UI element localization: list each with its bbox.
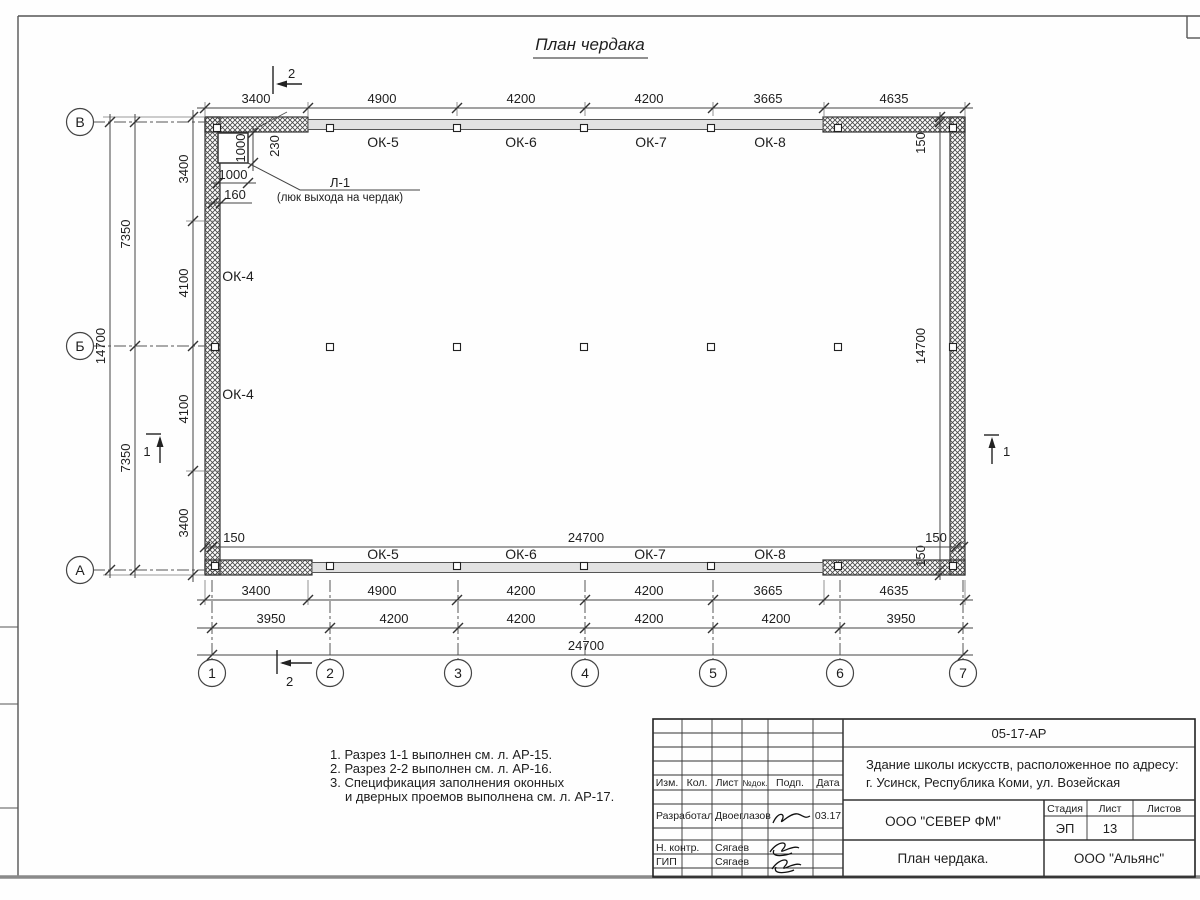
dim-label: 1000	[233, 133, 248, 163]
tb-role: ГИП	[656, 856, 677, 868]
tb-org-name: ООО "СЕВЕР ФМ"	[885, 814, 1001, 829]
section-1-left	[143, 434, 163, 463]
dim-label: 160	[224, 187, 246, 202]
tb-role: Н. контр.	[656, 842, 700, 854]
tb-sheet-number: 13	[1102, 821, 1118, 836]
dim-label: 4635	[879, 583, 909, 598]
tb-address-line2: г. Усинск, Республика Коми, ул. Возейская	[866, 775, 1121, 790]
axis-col-2	[317, 660, 344, 687]
drawing-title	[533, 35, 648, 58]
section-2-bottom	[277, 650, 312, 689]
dim-label: 4200	[506, 583, 536, 598]
svg-text:1: 1	[143, 444, 151, 459]
svg-text:4: 4	[581, 665, 589, 681]
axis-col-6	[827, 660, 854, 687]
dim-label: 7350	[118, 219, 133, 249]
dim-label: 3950	[886, 611, 916, 626]
window-label: ОК-8	[754, 546, 786, 562]
dim-label: 3400	[176, 154, 191, 184]
dim-label: 3400	[176, 508, 191, 538]
tb-doc-title: План чердака.	[897, 851, 989, 866]
dim-label: 4200	[634, 91, 664, 106]
tb-name: Сягаев	[715, 856, 750, 868]
svg-text:2: 2	[326, 665, 334, 681]
tb-name: Сягаев	[715, 842, 750, 854]
sheet-frame	[0, 16, 1200, 877]
note-line: 1. Разрез 1-1 выполнен см. л. АР-15.	[330, 747, 553, 762]
dim-label: 4200	[379, 611, 409, 626]
dim-label: 14700	[913, 327, 928, 365]
dim-label: 4900	[367, 583, 397, 598]
signature-marks	[770, 814, 810, 873]
tb-name: Двоеглазов	[715, 810, 771, 822]
dim-label: 4200	[761, 611, 791, 626]
window-band-top	[308, 120, 823, 130]
axis-col-1	[199, 660, 226, 687]
axis-col-4	[572, 660, 599, 687]
tb-header: №док.	[742, 778, 768, 788]
tb-header: Кол.	[686, 777, 708, 789]
axis-row-a	[67, 557, 94, 584]
dim-label: 24700	[567, 638, 605, 653]
svg-text:1: 1	[208, 665, 216, 681]
window-label: ОК-5	[367, 546, 399, 562]
axis-row-b	[67, 333, 94, 360]
axis-col-5	[700, 660, 727, 687]
dim-top	[197, 91, 973, 116]
tb-sheet-label: Лист	[1098, 803, 1122, 815]
dim-label: 150	[223, 530, 245, 545]
tb-address-line1: Здание школы искусств, расположенное по адресу:	[866, 757, 1179, 772]
notes-block	[330, 747, 614, 804]
dim-label: 4200	[634, 611, 664, 626]
tb-stage-label: Стадия	[1047, 803, 1083, 815]
dim-label: 1000	[218, 167, 248, 182]
window-label: ОК-7	[635, 134, 667, 150]
dim-label: 3400	[241, 583, 271, 598]
dim-bottom-inner	[200, 530, 968, 552]
wall-bottom-right	[823, 560, 965, 575]
tb-sheets-label: Листов	[1146, 803, 1182, 815]
note-line: и дверных проемов выполнена см. л. АР-17.	[345, 789, 615, 804]
tb-header: Дата	[816, 777, 840, 789]
window-label: ОК-4	[222, 386, 254, 402]
dim-label: 4100	[176, 268, 191, 298]
window-label: ОК-8	[754, 134, 786, 150]
tb-header: Лист	[715, 777, 739, 789]
tb-header: Изм.	[655, 777, 679, 789]
svg-text:Б: Б	[75, 338, 85, 354]
svg-text:7: 7	[959, 665, 967, 681]
svg-text:2: 2	[286, 674, 294, 689]
note-line: 3. Спецификация заполнения оконных	[330, 775, 565, 790]
tb-header: Подп.	[776, 777, 804, 789]
dim-label: 7350	[118, 443, 133, 473]
dim-label: 150	[913, 545, 928, 567]
svg-text:5: 5	[709, 665, 717, 681]
dim-label: 24700	[567, 530, 605, 545]
tb-date: 03.17	[814, 810, 842, 822]
dim-label: 4200	[634, 583, 664, 598]
axis-col-3	[445, 660, 472, 687]
hatch-mark-label: Л-1	[329, 175, 351, 190]
dim-label: 3665	[753, 583, 783, 598]
dim-right-inner	[913, 112, 945, 580]
dim-label: 3950	[256, 611, 286, 626]
tb-doc-code: 05-17-АР	[991, 726, 1047, 741]
svg-text:2: 2	[288, 66, 296, 81]
window-band-bottom	[312, 563, 823, 573]
dim-label: 150	[925, 530, 947, 545]
dim-label: 14700	[93, 327, 108, 365]
window-label: ОК-6	[505, 134, 537, 150]
window-label: ОК-7	[634, 546, 666, 562]
section-2-top	[273, 66, 302, 94]
tb-role: Разработал	[656, 810, 714, 822]
svg-text:3: 3	[454, 665, 462, 681]
axis-col-7	[950, 660, 977, 687]
dim-label: 150	[913, 132, 928, 154]
dim-label: 4635	[879, 91, 909, 106]
dim-label: 3665	[753, 91, 783, 106]
axis-row-v	[67, 109, 94, 136]
title-block	[653, 719, 1195, 877]
note-line: 2. Разрез 2-2 выполнен см. л. АР-16.	[330, 761, 553, 776]
hatch-desc-label: (люк выхода на чердак)	[276, 192, 404, 204]
dim-label: 3400	[241, 91, 271, 106]
svg-text:А: А	[75, 562, 85, 578]
dim-label: 4200	[506, 91, 536, 106]
window-label: ОК-6	[505, 546, 537, 562]
dim-label: 4200	[506, 611, 536, 626]
wall-bottom-left	[205, 560, 312, 575]
window-label: ОК-5	[367, 134, 399, 150]
section-1-right	[984, 435, 1010, 464]
svg-text:6: 6	[836, 665, 844, 681]
dim-label: 4900	[367, 91, 397, 106]
tb-stage-value: ЭП	[1055, 821, 1075, 836]
window-label: ОК-4	[222, 268, 254, 284]
svg-text:1: 1	[1003, 444, 1011, 459]
dim-label: 230	[267, 135, 282, 157]
dim-label: 4100	[176, 394, 191, 424]
page-title: План чердака	[535, 35, 645, 54]
svg-text:В: В	[75, 114, 85, 130]
tb-partner-name: ООО "Альянс"	[1073, 851, 1165, 866]
